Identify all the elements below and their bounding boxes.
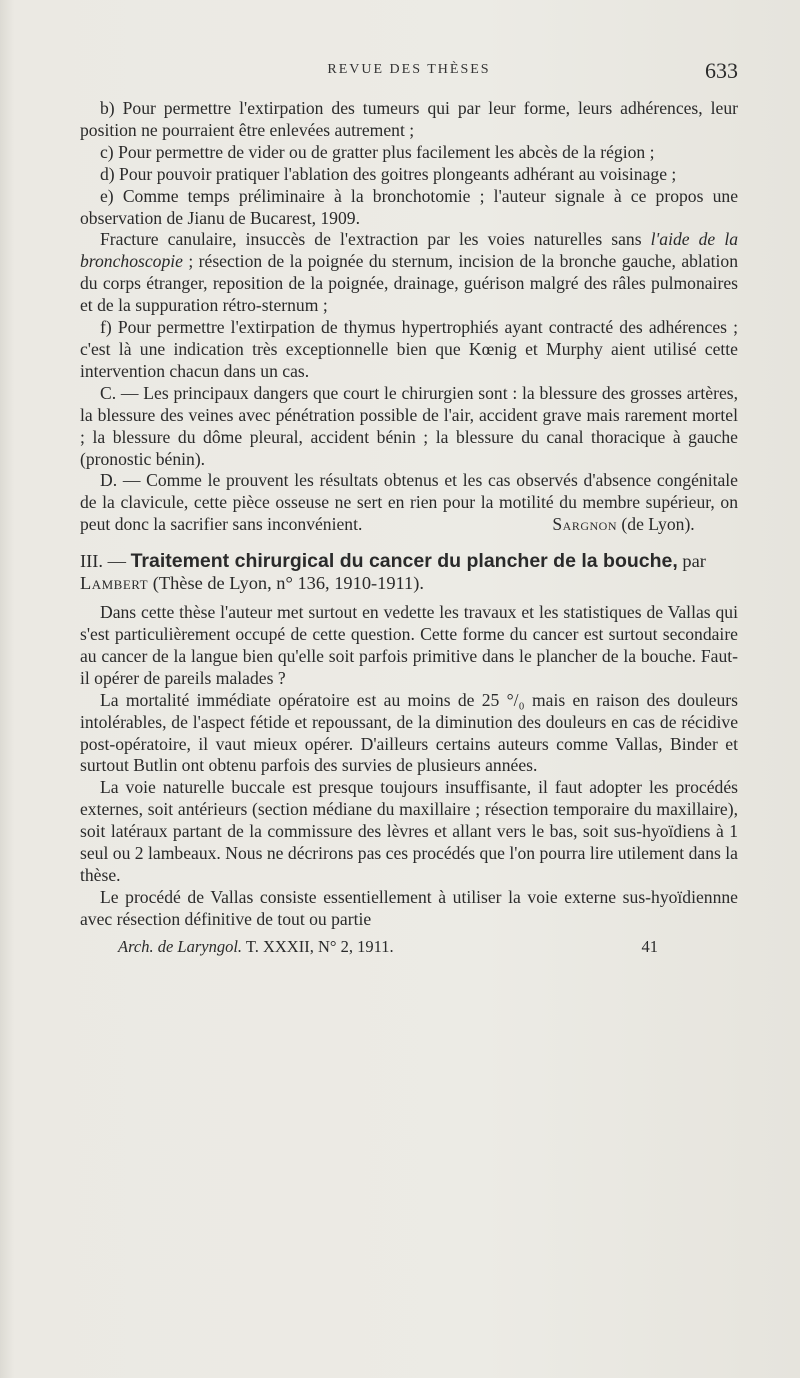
section-reference: (Thèse de Lyon, n° 136, 1910-1911). bbox=[148, 573, 424, 594]
fracture-text-italic: l'aide de la bronchoscopie bbox=[80, 229, 738, 272]
page-footer bbox=[118, 937, 658, 957]
page-header bbox=[80, 58, 738, 86]
page-number: 633 bbox=[705, 58, 738, 83]
section-number: III. — bbox=[80, 551, 131, 572]
running-title: REVUE DES THÈSES bbox=[327, 62, 491, 77]
section-title: Traitement chirurgical du cancer du plancher de la bouche, bbox=[130, 550, 678, 573]
signature-author: Sargnon bbox=[552, 514, 618, 535]
body-paragraph-2: La mortalité immédiate opératoire est au moins de 25 °/₀ mais en raison des douleurs intolérables, de l'aspect fétide et repoussant, de la diminution des douleurs en cas de récidive post-opératoire, il vaut mieux opérer. D'ailleurs certains auteurs comme Vallas, Binder et surtout Butlin ont obtenu parfois des survies de plusieurs années. bbox=[80, 689, 738, 776]
fracture-text-after: ; résection de la poignée du sternum, incision de la bronche gauche, ablation du corps étranger, reposition de la poignée, drainage, guérison malgré des râles pulmonaires et de la suppuration rétro-sternum ; bbox=[80, 251, 738, 316]
signature-place: (de Lyon). bbox=[621, 514, 695, 535]
section-par: par bbox=[677, 551, 706, 572]
paragraph-f: f) Pour permettre l'extirpation de thymus hypertrophiés ayant contracté des adhérences ; c'est là une indication très exceptionnelle bien que Kœnig et Murphy aient utilisé cette intervention chacun dans un cas. bbox=[80, 317, 738, 381]
body-paragraph-3: La voie naturelle buccale est presque toujours insuffisante, il faut adopter les procédés externes, soit antérieurs (section médiane du maxillaire ; résection temporaire du maxillaire), soit latéraux partant de la commissure des lèvres et allant vers le bas, soit sus-hyoïdiens à 1 seul ou 2 lambeaux. Nous ne décrirons pas ces procédés que l'on pourra lire utilement dans la thèse. bbox=[80, 777, 738, 885]
section-III-heading bbox=[80, 550, 738, 594]
page-body bbox=[80, 98, 738, 931]
paragraph-d: d) Pour pouvoir pratiquer l'ablation des goitres plongeants adhérant au voisinage ; bbox=[100, 163, 677, 184]
footer-signature-mark: 41 bbox=[641, 937, 658, 956]
paragraph-D bbox=[80, 470, 738, 536]
fracture-text-before: Fracture canulaire, insuccès de l'extraction par les voies naturelles sans bbox=[100, 229, 651, 250]
body-paragraph-1: Dans cette thèse l'auteur met surtout en vedette les travaux et les statistiques de Vallas qui s'est particulièrement occupé de cette question. Cette forme du cancer est surtout secondaire au cancer de la langue bien qu'elle soit parfois primitive dans le plancher de la bouche. Faut-il opérer de pareils malades ? bbox=[80, 602, 738, 688]
footer-volume: T. XXXII, N° 2, 1911. bbox=[242, 937, 394, 956]
paragraph-C: C. — Les principaux dangers que court le chirurgien sont : la blessure des grosses artères, la blessure des veines avec pénétration possible de l'air, accident grave mais rarement mortel ; la blessure du dôme pleural, accident bénin ; la blessure du canal thoracique à gauche (pronostic bénin). bbox=[80, 382, 738, 469]
footer-journal: Arch. de Laryngol. bbox=[118, 937, 243, 956]
paragraph-D-text: D. — Comme le prouvent les résultats obtenus et les cas observés d'absence congénitale de la clavicule, cette pièce osseuse ne sert en rien pour la motilité du membre supérieur, on peut donc la sacrifier sans inconvénient. bbox=[80, 470, 738, 535]
paragraph-e: e) Comme temps préliminaire à la bronchotomie ; l'auteur signale à ce propos une observation de Jianu de Bucarest, 1909. bbox=[80, 185, 738, 228]
section-author: Lambert bbox=[80, 573, 149, 594]
paragraph-c: c) Pour permettre de vider ou de gratter plus facilement les abcès de la région ; bbox=[100, 141, 655, 162]
body-paragraph-4: Le procédé de Vallas consiste essentiellement à utiliser la voie externe sus-hyoïdiennne avec résection définitive de tout ou partie bbox=[80, 886, 738, 929]
paragraph-b: b) Pour permettre l'extirpation des tumeurs qui par leur forme, leurs adhérences, leur position ne pourraient être enlevées autrement ; bbox=[80, 98, 738, 140]
paragraph-fracture bbox=[80, 229, 738, 317]
